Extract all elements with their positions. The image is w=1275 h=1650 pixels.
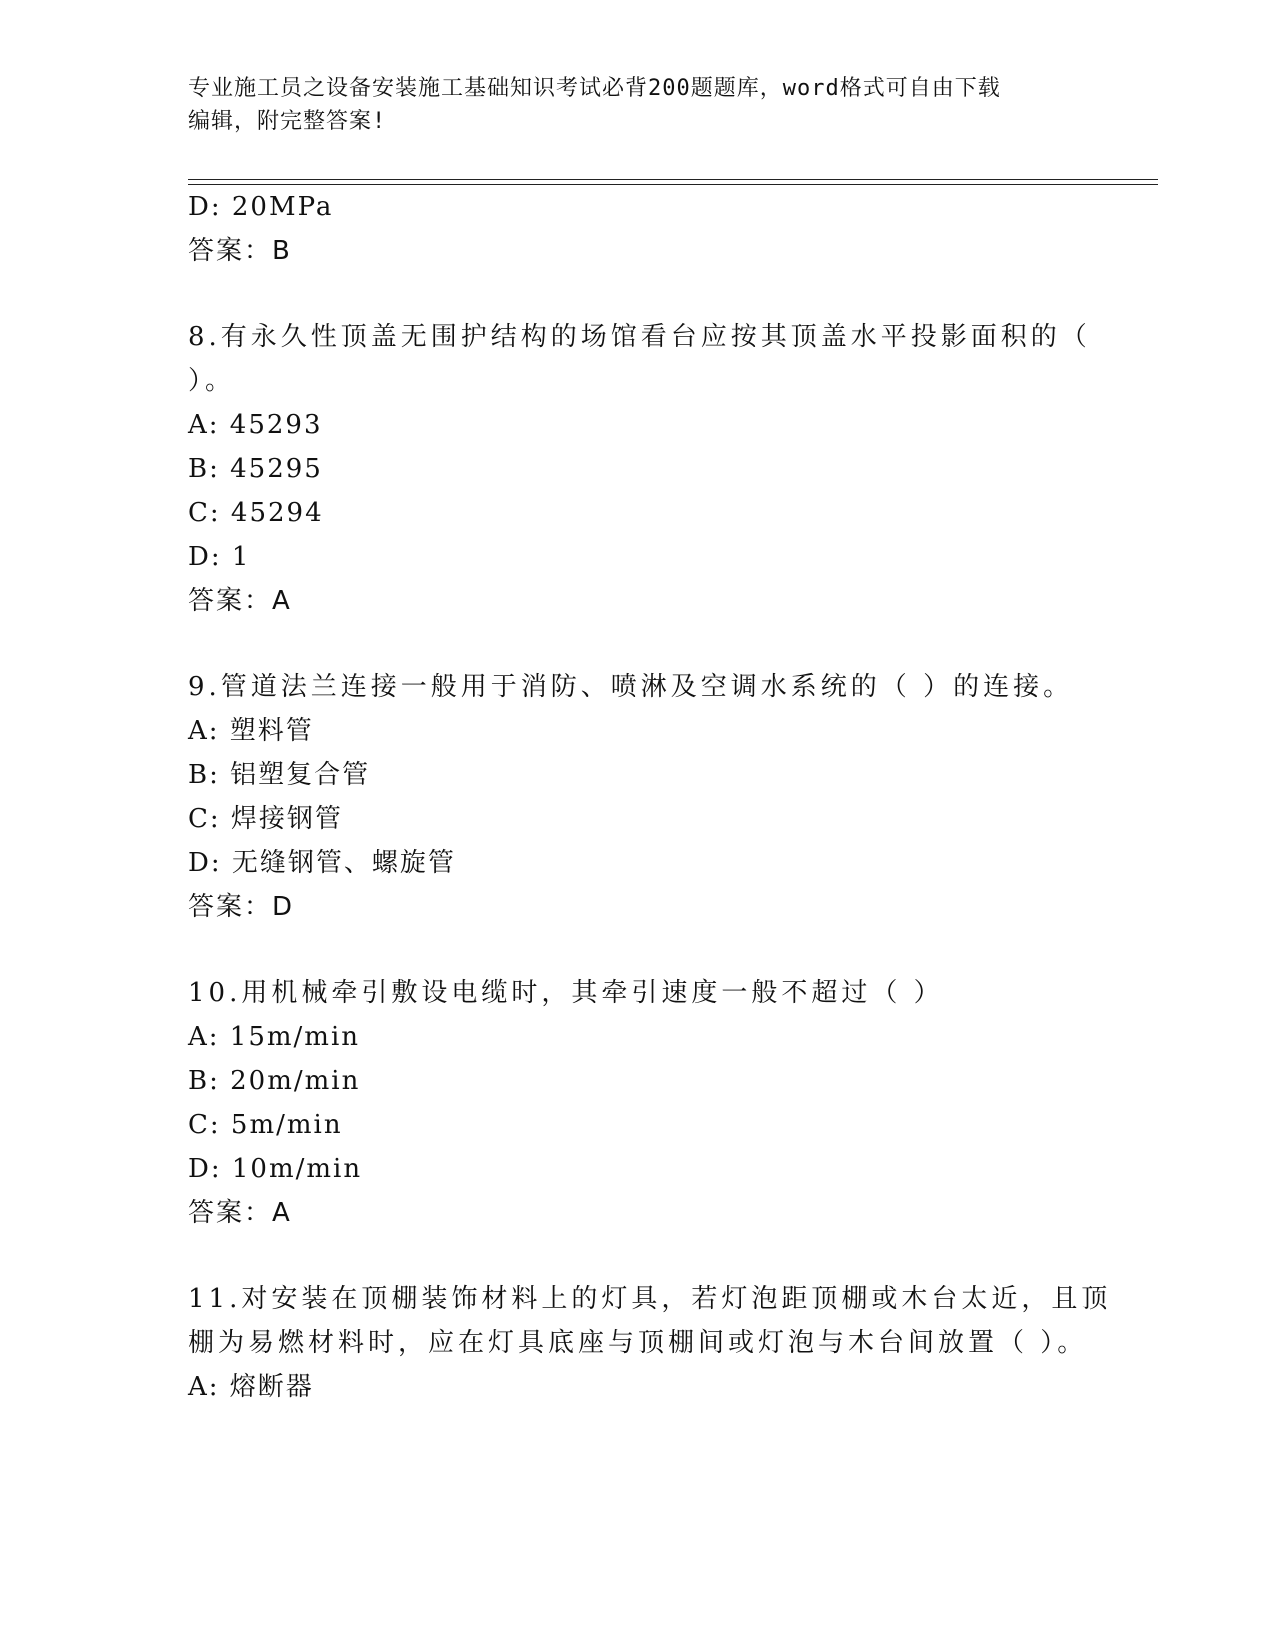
question-8-option-b: B: 45295 xyxy=(188,454,323,484)
question-10-option-a: A: 15m/min xyxy=(188,1022,361,1052)
document-header xyxy=(188,72,1088,138)
question-9-option-a: A: 塑料管 xyxy=(188,716,314,746)
question-8-stem-line-2: ）。 xyxy=(188,366,236,396)
question-10-option-d: D: 10m/min xyxy=(188,1154,363,1184)
header-divider-bottom xyxy=(188,184,1158,185)
option-d-q7: D: 20MPa xyxy=(188,192,334,222)
question-9-answer: 答案：D xyxy=(188,892,295,922)
question-8-answer: 答案：A xyxy=(188,586,292,616)
question-9-option-c: C: 焊接钢管 xyxy=(188,804,343,834)
header-divider-top xyxy=(188,179,1158,180)
question-8-option-a: A: 45293 xyxy=(188,410,323,440)
question-9-stem: 9.管道法兰连接一般用于消防、喷淋及空调水系统的（ ）的连接。 xyxy=(188,672,1074,702)
question-10-option-b: B: 20m/min xyxy=(188,1066,361,1096)
question-11-option-a: A: 熔断器 xyxy=(188,1372,314,1402)
header-title-line-2: 编辑，附完整答案! xyxy=(188,109,387,134)
question-11-stem-line-2: 棚为易燃材料时，应在灯具底座与顶棚间或灯泡与木台间放置（ ）。 xyxy=(188,1328,1088,1358)
question-8-option-d: D: 1 xyxy=(188,542,251,572)
header-title-line-1: 专业施工员之设备安装施工基础知识考试必背200题题库，word格式可自由下载 xyxy=(188,76,1001,101)
question-9-option-b: B: 铝塑复合管 xyxy=(188,760,371,790)
answer-q7: 答案：B xyxy=(188,236,292,266)
question-8-stem-line-1: 8.有永久性顶盖无围护结构的场馆看台应按其顶盖水平投影面积的（ xyxy=(188,322,1091,352)
question-10-stem: 10.用机械牵引敷设电缆时，其牵引速度一般不超过（ ） xyxy=(188,978,944,1008)
question-10-option-c: C: 5m/min xyxy=(188,1110,343,1140)
question-8-option-c: C: 45294 xyxy=(188,498,324,528)
question-11-stem-line-1: 11.对安装在顶棚装饰材料上的灯具，若灯泡距顶棚或木台太近，且顶 xyxy=(188,1284,1112,1314)
question-9-option-d: D: 无缝钢管、螺旋管 xyxy=(188,848,456,878)
question-10-answer: 答案：A xyxy=(188,1198,292,1228)
